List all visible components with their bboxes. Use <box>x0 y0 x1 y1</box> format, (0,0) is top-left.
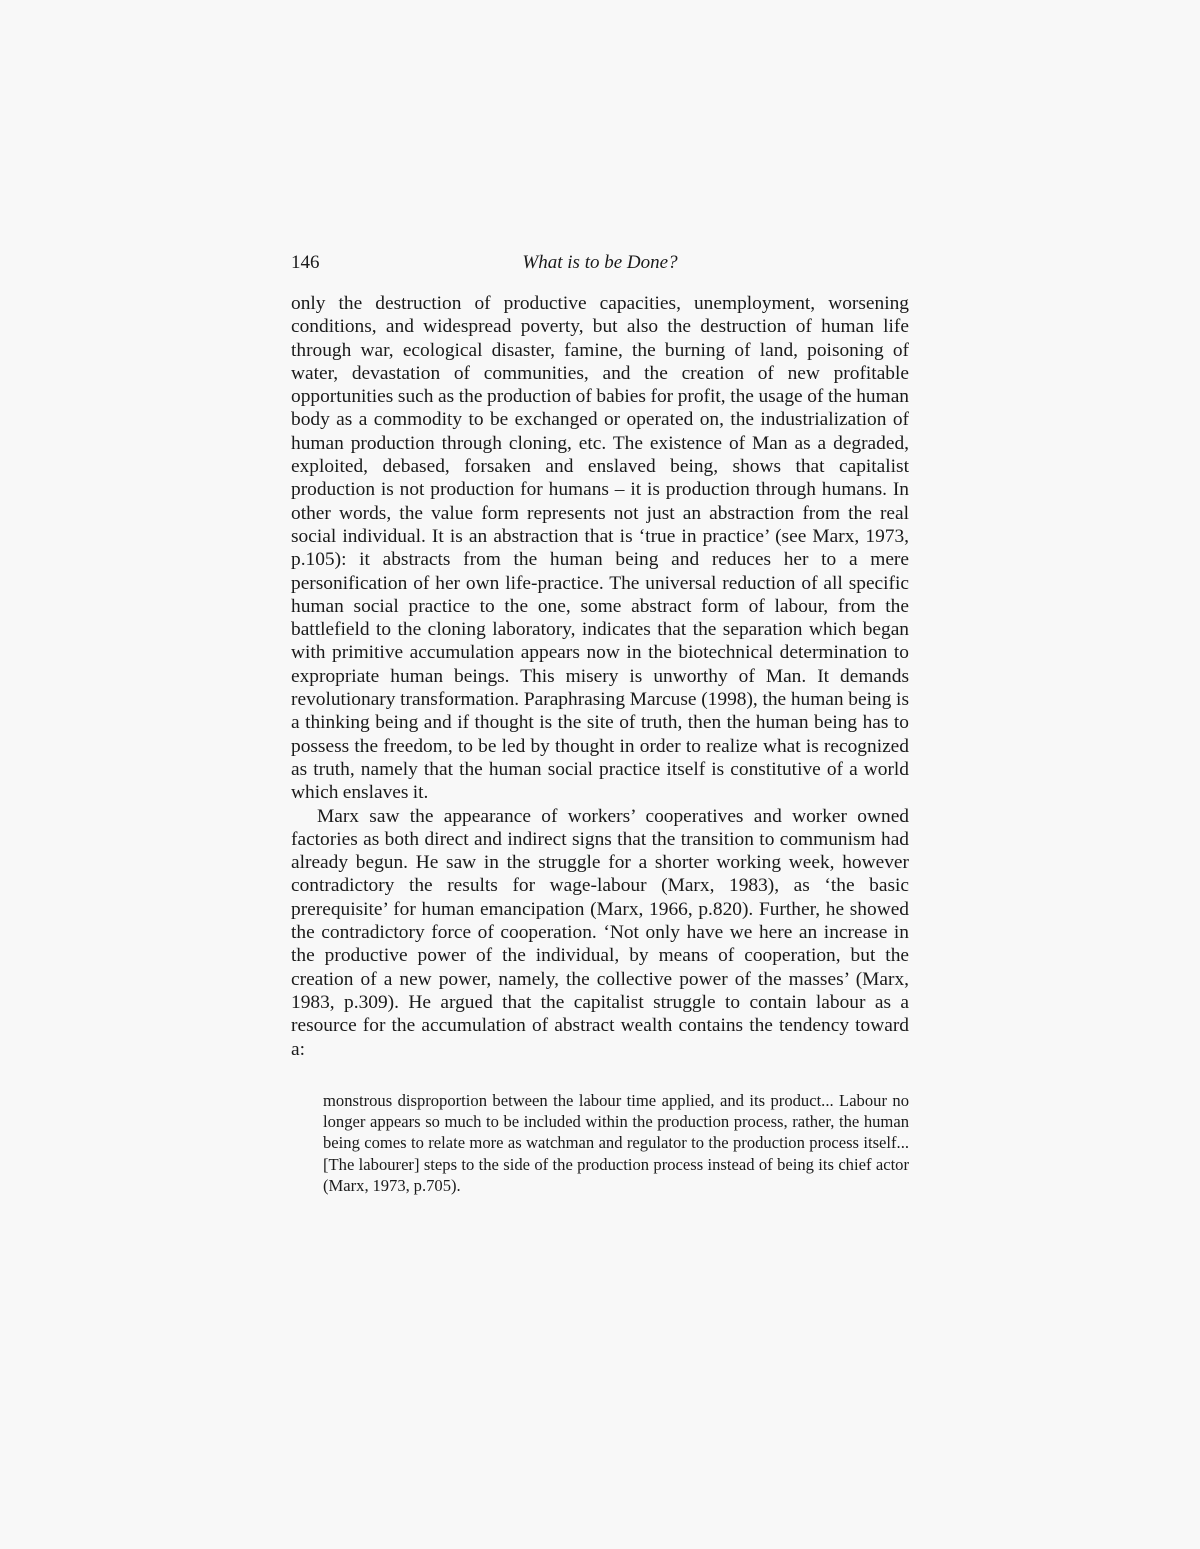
running-title: What is to be Done? <box>522 252 678 273</box>
block-quote: monstrous disproportion between the labour time applied, and its product... Labour no longer appears so much to be included within the production process, rather, the human being comes to relate more as watchman and regulator to the production process itself...[The labourer] steps to the side of the production process instead of being its chief actor (Marx, 1973, p.705). <box>323 1090 909 1195</box>
paragraph: Marx saw the appearance of workers’ cooperatives and worker owned factories as both direct and indirect signs that the transition to communism had already begun. He saw in the struggle for a shorter working week, however contradictory the results for wage-labour (Marx, 1983), as ‘the basic prerequisite’ for human emancipation (Marx, 1966, p.820). Further, he showed the contradictory force of cooperation. ‘Not only have we here an increase in the productive power of the individual, by means of cooperation, but the creation of a new power, namely, the collective power of the masses’ (Marx, 1983, p.309). He argued that the capitalist struggle to contain labour as a resource for the accumulation of abstract wealth contains the tendency toward a: <box>291 805 909 1060</box>
book-page <box>291 250 909 1196</box>
body-text <box>291 292 909 1196</box>
running-head <box>291 250 909 276</box>
paragraph-continued: only the destruction of productive capacities, unemployment, worsening conditions, and widespread poverty, but also the destruction of human life through war, ecological disaster, famine, the burning of land, poisoning of water, devastation of communities, and the creation of new profitable opportunities such as the production of babies for profit, the usage of the human body as a commodity to be exchanged or operated on, the industrialization of human production through cloning, etc. The existence of Man as a degraded, exploited, debased, forsaken and enslaved being, shows that capitalist production is not production for humans – it is production through humans. In other words, the value form represents not just an abstraction from the real social individual. It is an abstraction that is ‘true in practice’ (see Marx, 1973, p.105): it abstracts from the human being and reduces her to a mere personification of her own life-practice. The universal reduction of all specific human social practice to the one, some abstract form of labour, from the battlefield to the cloning laboratory, indicates that the separation which began with primitive accumulation appears now in the biotechnical determination to expropriate human beings. This misery is unworthy of Man. It demands revolutionary transformation. Paraphrasing Marcuse (1998), the human being is a thinking being and if thought is the site of truth, then the human being has to possess the freedom, to be led by thought in order to realize what is recognized as truth, namely that the human social practice itself is constitutive of a world which enslaves it. <box>291 293 909 804</box>
page-number: 146 <box>291 252 320 273</box>
